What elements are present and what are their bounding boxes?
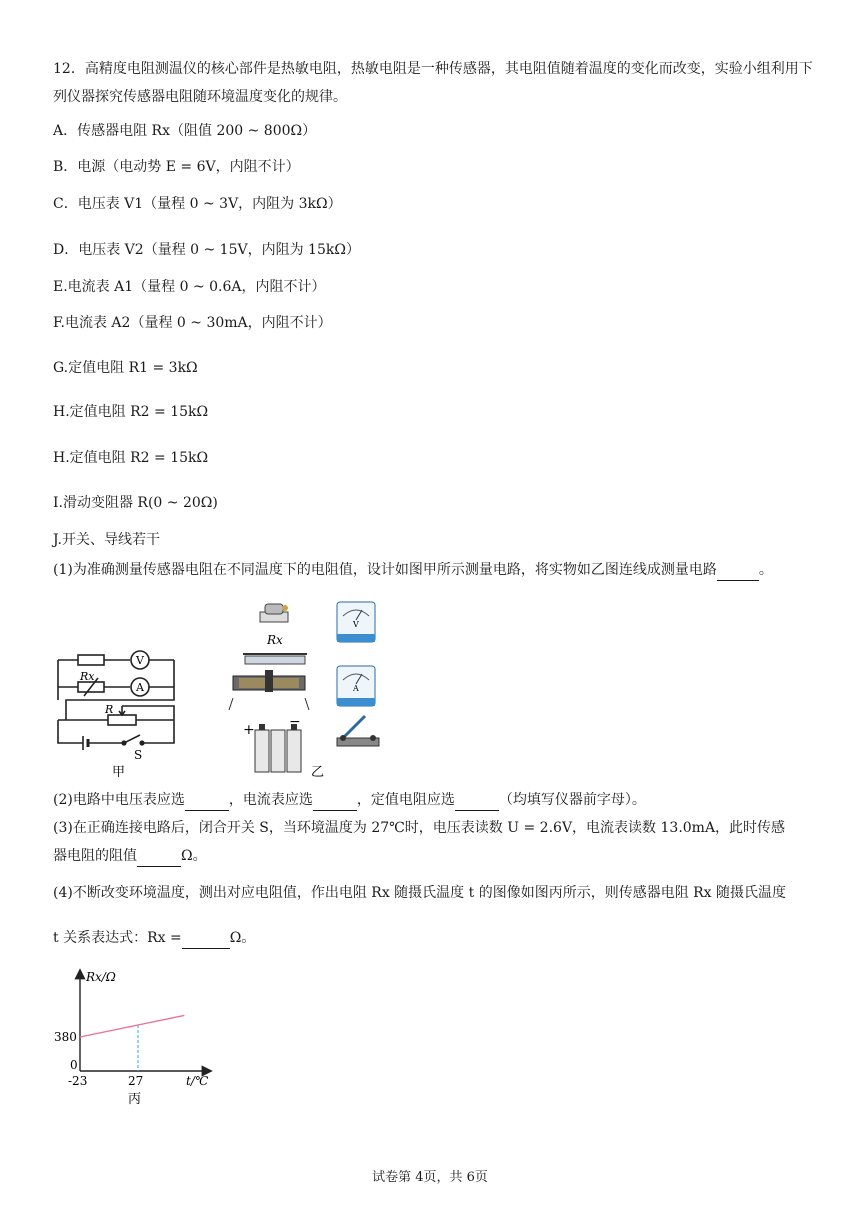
rheostat-symbol — [108, 715, 136, 725]
answer-blank-2a[interactable] — [185, 790, 229, 811]
question-1-end: 。 — [758, 562, 773, 578]
origin-label: 0 — [70, 1058, 78, 1072]
question-4-text-b: Ω。 — [229, 930, 256, 946]
voltmeter-image-label: V — [353, 620, 359, 629]
circuit-diagram-jia — [50, 640, 190, 780]
question-4-line-1: (4)不断改变环境温度，测出对应电阻值，作出电阻 Rx 随摄氏温度 t 的图像如图丙所示，则传感器电阻 Rx 随摄氏温度 — [53, 885, 787, 901]
question-3-line-1: (3)在正确连接电路后，闭合开关 S，当环境温度为 27℃时，电压表读数 U = 2.6V，电流表读数 13.0mA，此时传感 — [53, 820, 786, 836]
x-tick-minus-23: -23 — [68, 1074, 88, 1088]
answer-blank-2c[interactable] — [455, 790, 499, 811]
item-d: D．电压表 V2（量程 0 ~ 15V，内阻为 15kΩ） — [53, 242, 360, 258]
battery-image — [255, 724, 301, 772]
apparatus-figure-yi — [225, 598, 395, 778]
question-1-text: (1)为准确测量传感器电阻在不同温度下的电阻值，设计如图甲所示测量电路，将实物如乙图连线成测量电路 — [53, 562, 717, 578]
battery-plus-label: + — [243, 722, 255, 738]
question-4-line-2 — [53, 928, 255, 949]
fixed-resistor-symbol — [78, 655, 104, 665]
rx-component-image — [260, 604, 288, 622]
y-axis-label: Rx/Ω — [86, 970, 116, 984]
voltmeter-label: V — [136, 654, 144, 667]
ammeter-image-label: A — [353, 684, 359, 693]
switch-image — [337, 716, 379, 746]
rx-label: Rx — [80, 670, 95, 683]
battery-minus-label: − — [289, 714, 301, 730]
item-g: G.定值电阻 R1 = 3kΩ — [53, 360, 198, 376]
item-f: F.电流表 A2（量程 0 ~ 30mA，内阻不计） — [53, 315, 332, 331]
rx-temperature-chart — [50, 965, 230, 1115]
question-intro: 12．高精度电阻测温仪的核心部件是热敏电阻，热敏电阻是一种传感器，其电阻值随着温度的变化而改变，实验小组利用下列仪器探究传感器电阻随环境温度变化的规律。 — [53, 61, 813, 105]
answer-blank-1[interactable] — [717, 560, 759, 581]
rx-t-line — [80, 1015, 184, 1037]
item-h-1: H.定值电阻 R2 = 15kΩ — [53, 404, 209, 420]
x-axis-label: t/℃ — [186, 1074, 209, 1088]
item-c: C．电压表 V1（量程 0 ~ 3V，内阻为 3kΩ） — [53, 196, 342, 212]
x-tick-27: 27 — [128, 1074, 144, 1088]
item-h-2: H.定值电阻 R2 = 15kΩ — [53, 450, 209, 466]
caption-yi: 乙 — [311, 765, 325, 778]
question-3-line-2 — [53, 846, 207, 867]
caption-bing: 丙 — [128, 1092, 142, 1107]
y-tick-380: 380 — [54, 1030, 77, 1044]
question-2-text-b: ，电流表应选 — [228, 792, 313, 808]
question-2-text-a: (2)电路中电压表应选 — [53, 792, 185, 808]
item-b: B．电源（电动势 E = 6V，内阻不计） — [53, 159, 300, 175]
question-2-text-c: ，定值电阻应选 — [356, 792, 455, 808]
switch-label: S — [134, 748, 143, 762]
question-4-text-a: t 关系表达式：Rx = — [53, 930, 182, 946]
question-3-text-a: 器电阻的阻值 — [53, 848, 137, 864]
answer-blank-2b[interactable] — [313, 790, 357, 811]
ammeter-label: A — [136, 681, 144, 694]
item-j: J.开关、导线若干 — [53, 532, 160, 548]
answer-blank-4[interactable] — [182, 928, 230, 949]
question-1 — [53, 560, 773, 581]
item-a: A．传感器电阻 Rx（阻值 200 ~ 800Ω） — [53, 123, 317, 139]
item-i: I.滑动变阻器 R(0 ~ 20Ω) — [53, 495, 218, 511]
item-e: E.电流表 A1（量程 0 ~ 0.6A，内阻不计） — [53, 279, 326, 295]
answer-blank-3[interactable] — [137, 846, 181, 867]
caption-jia: 甲 — [112, 765, 126, 780]
r-label: R — [105, 703, 114, 716]
question-2 — [53, 790, 646, 811]
question-3-text-b: Ω。 — [181, 848, 207, 864]
question-2-text-d: （均填写仪器前字母）。 — [498, 792, 646, 808]
page-footer: 试卷第 4页，共 6页 — [372, 1170, 488, 1185]
rx-image-label: Rx — [267, 633, 283, 647]
rheostat-image — [229, 654, 309, 710]
